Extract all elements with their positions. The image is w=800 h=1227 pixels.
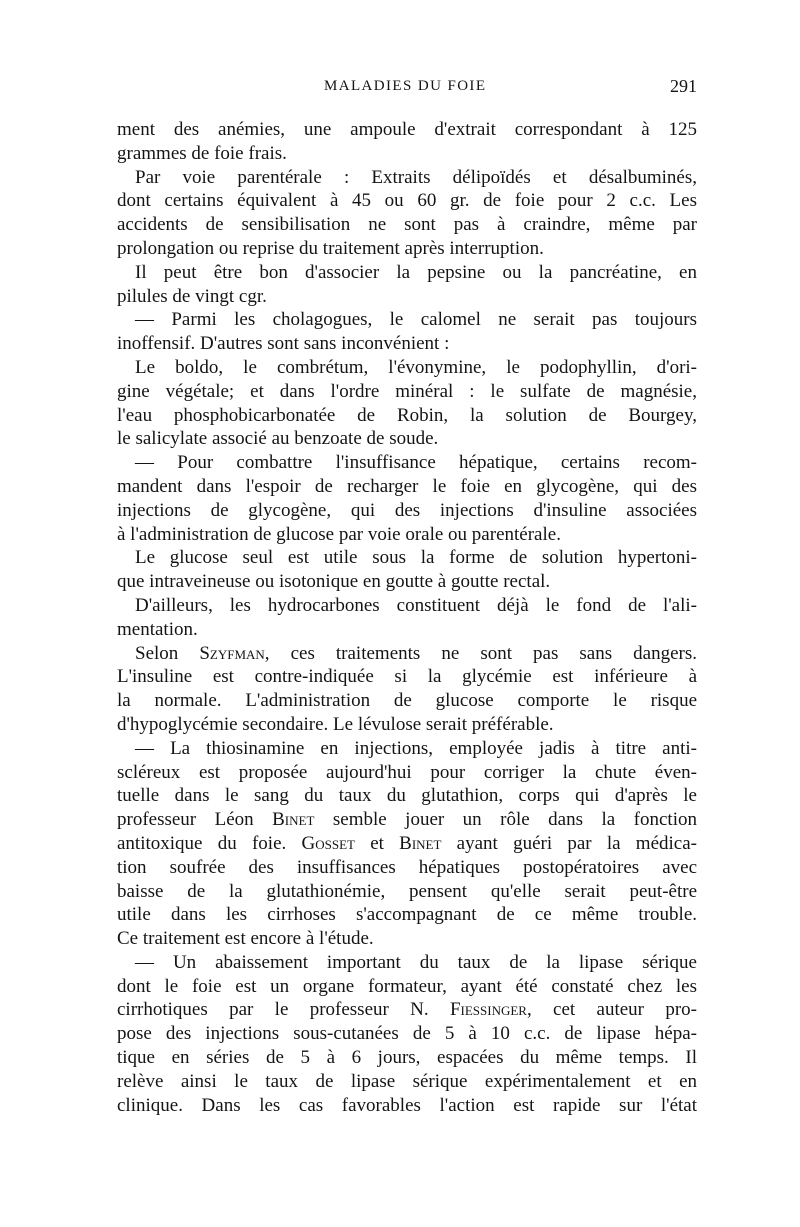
text-line: clinique. Dans les cas favorables l'action est rapide sur l'état [117, 1094, 697, 1116]
text-line: dont le foie est un organe formateur, ayant été constaté chez les [117, 975, 697, 997]
text-line: antitoxique du foie. Gosset et Binet ayant guéri par la médica- [117, 832, 697, 854]
text-line: cirrhotiques par le professeur N. Fiessinger, cet auteur pro- [117, 999, 697, 1021]
text-line: mandent dans l'espoir de recharger le foie en glycogène, qui des [117, 475, 697, 497]
text-line: l'eau phosphobicarbonatée de Robin, la solution de Bourgey, [117, 404, 697, 426]
text-line: D'ailleurs, les hydrocarbones constituent déjà le fond de l'ali- [135, 594, 697, 616]
text-line: gine végétale; et dans l'ordre minéral : le sulfate de magnésie, [117, 380, 697, 402]
text-line: inoffensif. D'autres sont sans inconvénient : [117, 333, 450, 355]
text-line: à l'administration de glucose par voie orale ou parentérale. [117, 523, 561, 545]
text-line: utile dans les cirrhoses s'accompagnant de ce même trouble. [117, 904, 697, 926]
text-line: — Parmi les cholagogues, le calomel ne serait pas toujours [135, 309, 697, 331]
text-line: accidents de sensibilisation ne sont pas à craindre, même par [117, 214, 697, 236]
text-line: tuelle dans le sang du taux du glutathion, corps qui d'après le [117, 785, 697, 807]
text-line: d'hypoglycémie secondaire. Le lévulose serait préférable. [117, 713, 554, 735]
text-line: baisse de la glutathionémie, pensent qu'elle serait peut-être [117, 880, 697, 902]
text-line: prolongation ou reprise du traitement après interruption. [117, 237, 544, 259]
text-line: que intraveineuse ou isotonique en goutte à goutte rectal. [117, 571, 551, 593]
text-line: Selon Szyfman, ces traitements ne sont pas sans dangers. [135, 642, 698, 664]
text-line: scléreux est proposée aujourd'hui pour corriger la chute éven- [117, 761, 697, 783]
text-line: Ce traitement est encore à l'étude. [117, 928, 374, 950]
text-line: — La thiosinamine en injections, employée jadis à titre anti- [135, 737, 697, 759]
page-number: 291 [670, 76, 697, 96]
text-line: le salicylate associé au benzoate de soude. [117, 428, 439, 450]
text-line: injections de glycogène, qui des injections d'insuline associées [117, 499, 697, 521]
text-line: ment des anémies, une ampoule d'extrait correspondant à 125 [117, 119, 697, 140]
running-title: MALADIES DU FOIE [324, 78, 487, 94]
text-line: dont certains équivalent à 45 ou 60 gr. de foie pour 2 c.c. Les [117, 190, 697, 212]
text-line: la normale. L'administration de glucose comporte le risque [117, 690, 697, 712]
running-head [117, 74, 697, 104]
text-line: — Un abaissement important du taux de la lipase sérique [135, 951, 697, 973]
text-line: professeur Léon Binet semble jouer un rôle dans la fonction [117, 809, 697, 831]
text-line: Le boldo, le combrétum, l'évonymine, le podophyllin, d'ori- [135, 356, 697, 378]
book-page [117, 74, 697, 1117]
body-text [117, 118, 697, 1117]
text-line: — Pour combattre l'insuffisance hépatique, certains recom- [135, 452, 697, 474]
text-line: Le glucose seul est utile sous la forme de solution hypertoni- [135, 547, 697, 569]
text-line: pose des injections sous-cutanées de 5 à 10 c.c. de lipase hépa- [117, 1023, 697, 1045]
text-line: Par voie parentérale : Extraits délipoïdés et désalbuminés, [135, 166, 697, 188]
text-line: tion soufrée des insuffisances hépatiques postopératoires avec [117, 856, 697, 878]
text-line: relève ainsi le taux de lipase sérique expérimentalement et en [117, 1070, 697, 1092]
text-line: mentation. [117, 618, 198, 640]
text-line: tique en séries de 5 à 6 jours, espacées du même temps. Il [117, 1047, 697, 1069]
text-line: grammes de foie frais. [117, 142, 287, 164]
text-line: pilules de vingt cgr. [117, 285, 267, 307]
text-line: L'insuline est contre-indiquée si la glycémie est inférieure à [117, 666, 697, 688]
text-line: Il peut être bon d'associer la pepsine ou la pancréatine, en [135, 261, 697, 283]
